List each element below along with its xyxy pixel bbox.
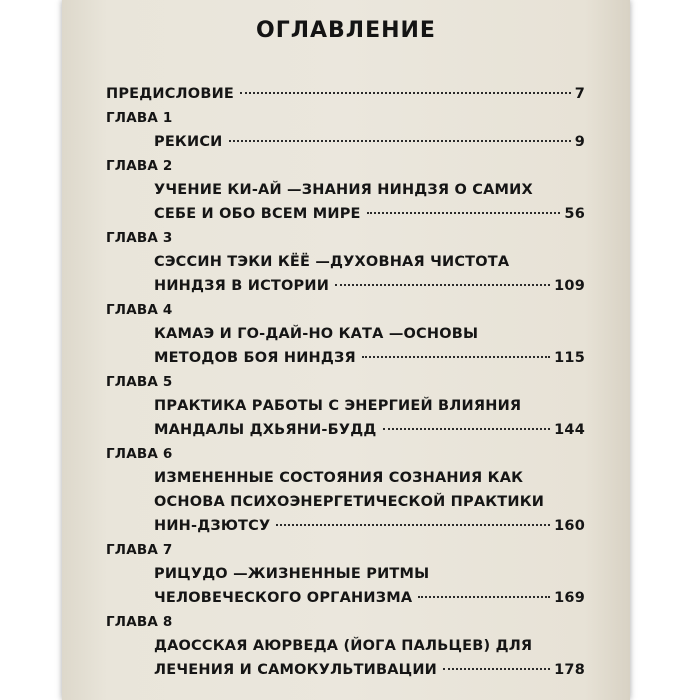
chapter-title-last-line — [106, 346, 585, 370]
chapter-entry — [106, 442, 585, 538]
chapter-label-row — [106, 106, 585, 130]
dot-leader — [367, 212, 561, 214]
toc-page-number: 178 — [554, 662, 585, 678]
dot-leader — [276, 524, 550, 526]
chapter-title-text: КАМАЭ И ГО-ДАЙ-НО КАТА —ОСНОВЫ — [154, 326, 479, 342]
chapter-title-text: ЛЕЧЕНИЯ И САМОКУЛЬТИВАЦИИ — [154, 662, 438, 678]
toc-page-number: 169 — [554, 590, 585, 606]
dot-leader — [418, 596, 550, 598]
dot-leader — [443, 668, 550, 670]
chapter-title-text: ДАОССКАЯ АЮРВЕДА (ЙОГА ПАЛЬЦЕВ) ДЛЯ — [154, 638, 533, 654]
toc-entry-title: ПРЕДИСЛОВИЕ — [106, 86, 235, 102]
chapter-list — [106, 106, 585, 682]
chapter-title-last-line — [106, 586, 585, 610]
chapter-label-row — [106, 610, 585, 634]
toc-page-number: 144 — [554, 422, 585, 438]
toc-page-number: 56 — [564, 206, 585, 222]
chapter-title-text: РЕКИСИ — [154, 134, 223, 150]
toc-page-number: 109 — [554, 278, 585, 294]
toc-page-number: 115 — [554, 350, 585, 366]
chapter-title-text: МАНДАЛЫ ДХЬЯНИ-БУДД — [154, 422, 377, 438]
chapter-label: ГЛАВА 6 — [106, 446, 173, 462]
chapter-title-line — [106, 178, 585, 202]
chapter-entry — [106, 610, 585, 682]
dot-leader — [240, 92, 571, 94]
chapter-title-line — [106, 562, 585, 586]
chapter-entry — [106, 538, 585, 610]
chapter-title-text: ОСНОВА ПСИХОЭНЕРГЕТИЧЕСКОЙ ПРАКТИКИ — [154, 494, 545, 510]
chapter-entry — [106, 298, 585, 370]
chapter-entry — [106, 370, 585, 442]
toc-page-number: 9 — [574, 134, 585, 150]
toc-page-number: 160 — [554, 518, 585, 534]
chapter-title-last-line — [106, 274, 585, 298]
chapter-label: ГЛАВА 1 — [106, 110, 173, 126]
chapter-title-last-line — [106, 514, 585, 538]
chapter-title-text: ПРАКТИКА РАБОТЫ С ЭНЕРГИЕЙ ВЛИЯНИЯ — [154, 398, 522, 414]
chapter-label-row — [106, 154, 585, 178]
chapter-title-line — [106, 250, 585, 274]
chapter-title-text: НИНДЗЯ В ИСТОРИИ — [154, 278, 330, 294]
chapter-entry — [106, 226, 585, 298]
chapter-title-text: НИН-ДЗЮТСУ — [154, 518, 271, 534]
page-title: ОГЛАВЛЕНИЕ — [256, 18, 436, 43]
chapter-title-line — [106, 394, 585, 418]
toc-page-number: 7 — [574, 86, 585, 102]
chapter-entry — [106, 106, 585, 154]
chapter-title-last-line — [106, 658, 585, 682]
chapter-title-text: СЭССИН ТЭКИ КЁЁ —ДУХОВНАЯ ЧИСТОТА — [154, 254, 510, 270]
dot-leader — [229, 140, 571, 142]
chapter-title-last-line — [106, 418, 585, 442]
chapter-label: ГЛАВА 8 — [106, 614, 173, 630]
chapter-title-text: ЧЕЛОВЕЧЕСКОГО ОРГАНИЗМА — [154, 590, 413, 606]
chapter-title-text: УЧЕНИЕ КИ-АЙ —ЗНАНИЯ НИНДЗЯ О САМИХ — [154, 182, 533, 198]
chapter-label: ГЛАВА 3 — [106, 230, 173, 246]
dot-leader — [335, 284, 550, 286]
chapter-label-row — [106, 442, 585, 466]
dot-leader — [362, 356, 550, 358]
chapter-label-row — [106, 538, 585, 562]
chapter-label: ГЛАВА 4 — [106, 302, 173, 318]
table-of-contents — [106, 82, 585, 682]
chapter-entry — [106, 154, 585, 226]
chapter-title-last-line — [106, 202, 585, 226]
chapter-title-line — [106, 634, 585, 658]
chapter-title-text: СЕБЕ И ОБО ВСЕМ МИРЕ — [154, 206, 361, 222]
chapter-label-row — [106, 298, 585, 322]
chapter-title-last-line — [106, 130, 585, 154]
chapter-title-line — [106, 466, 585, 490]
chapter-label-row — [106, 226, 585, 250]
chapter-label-row — [106, 370, 585, 394]
chapter-label: ГЛАВА 7 — [106, 542, 173, 558]
chapter-label: ГЛАВА 2 — [106, 158, 173, 174]
chapter-title-line — [106, 490, 585, 514]
chapter-title-text: МЕТОДОВ БОЯ НИНДЗЯ — [154, 350, 356, 366]
chapter-title-text: РИЦУДО —ЖИЗНЕННЫЕ РИТМЫ — [154, 566, 430, 582]
toc-entry-preface — [106, 82, 585, 106]
chapter-label: ГЛАВА 5 — [106, 374, 173, 390]
dot-leader — [383, 428, 551, 430]
chapter-title-text: ИЗМЕНЕННЫЕ СОСТОЯНИЯ СОЗНАНИЯ КАК — [154, 470, 524, 486]
book-page — [62, 0, 630, 700]
chapter-title-line — [106, 322, 585, 346]
